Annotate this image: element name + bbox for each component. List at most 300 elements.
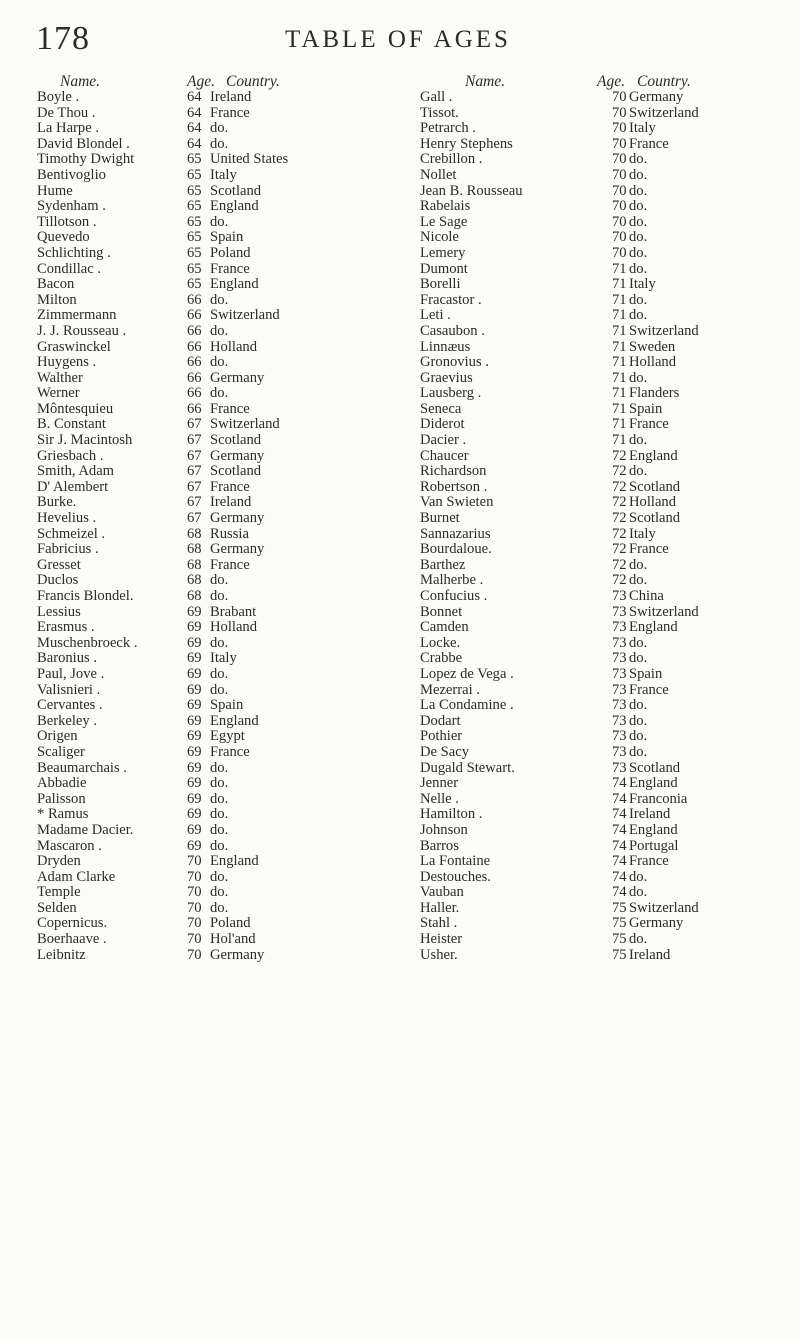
table-row [420, 293, 800, 309]
entry-age: 73 [612, 728, 627, 745]
entry-country: Poland [210, 244, 251, 261]
entry-country: do. [629, 213, 648, 230]
entry-country: France [629, 135, 669, 152]
entry-country: do. [629, 307, 648, 324]
entry-name: Huygens . [37, 354, 97, 371]
entry-country: do. [629, 884, 648, 901]
entry-country: do. [629, 712, 648, 729]
entry-country: Scotland [629, 759, 681, 776]
entry-age: 72 [612, 572, 627, 589]
table-row [37, 152, 367, 168]
table-row [420, 262, 800, 278]
entry-country: Italy [629, 120, 656, 137]
entry-age: 69 [187, 837, 202, 854]
entry-age: 70 [187, 931, 202, 948]
table-row [420, 355, 800, 371]
entry-country: China [629, 588, 664, 604]
entry-name: Boerhaave . [37, 931, 107, 948]
entry-country: do. [629, 182, 648, 199]
entry-country: do. [629, 229, 648, 246]
entry-name: De Thou . [37, 104, 96, 121]
entry-age: 70 [187, 884, 202, 901]
entry-country: England [210, 712, 259, 729]
entry-country: do. [629, 868, 648, 885]
table-row [420, 402, 800, 418]
entry-country: Holland [210, 338, 258, 355]
table-row [37, 573, 367, 589]
entry-country: France [629, 853, 669, 870]
entry-name: Berkeley . [37, 712, 97, 729]
entry-country: England [629, 447, 678, 464]
entry-name: D' Alembert [37, 478, 109, 495]
entry-country: do. [629, 369, 648, 386]
entry-name: Dodart [420, 712, 461, 729]
entry-age: 65 [187, 182, 202, 199]
table-row [37, 901, 367, 917]
entry-age: 69 [187, 728, 202, 745]
entry-name: Dumont [420, 260, 468, 277]
entry-age: 70 [612, 213, 627, 230]
entry-age: 64 [187, 89, 202, 105]
table-row [37, 371, 367, 387]
entry-name: Tissot. [420, 104, 459, 121]
entry-country: do. [210, 665, 229, 682]
left-header-name: Name. [60, 73, 101, 90]
entry-age: 64 [187, 135, 202, 152]
entry-name: David Blondel . [37, 135, 130, 152]
table-row [37, 184, 367, 200]
entry-name: Chaucer [420, 447, 469, 464]
entry-age: 74 [612, 806, 627, 823]
entry-name: Hume [37, 182, 73, 199]
entry-name: Usher. [420, 946, 458, 963]
entry-age: 67 [187, 494, 202, 511]
entry-name: Robertson . [420, 478, 488, 495]
entry-age: 69 [187, 821, 202, 838]
entry-name: La Fontaine [420, 853, 491, 870]
entry-age: 65 [187, 244, 202, 261]
entry-country: do. [210, 759, 229, 776]
entry-age: 74 [612, 775, 627, 792]
entry-name: Nelle . [420, 790, 459, 807]
table-row [420, 620, 800, 636]
entry-name: Borelli [420, 276, 461, 293]
entry-name: Mascaron . [37, 837, 102, 854]
entry-country: do. [629, 650, 648, 667]
entry-age: 72 [612, 494, 627, 511]
entry-name: Milton [37, 291, 77, 308]
table-row [37, 542, 367, 558]
table-row [37, 246, 367, 262]
entry-name: Smith, Adam [37, 463, 115, 480]
entry-name: Crebillon . [420, 151, 483, 168]
entry-name: Palisson [37, 790, 86, 807]
entry-name: Graevius [420, 369, 473, 386]
entry-name: Barros [420, 837, 459, 854]
table-row [420, 511, 800, 527]
entry-country: England [210, 198, 259, 215]
entry-country: Italy [210, 650, 237, 667]
entry-age: 69 [187, 712, 202, 729]
entry-country: Ireland [210, 494, 252, 511]
entry-age: 74 [612, 884, 627, 901]
entry-age: 66 [187, 338, 202, 355]
entry-age: 68 [187, 556, 202, 573]
entry-name: Burnet [420, 510, 460, 527]
entry-age: 66 [187, 400, 202, 417]
entry-country: do. [210, 135, 229, 152]
table-row [37, 698, 367, 714]
entry-name: Linnæus [420, 338, 471, 355]
entry-name: Schlichting . [37, 244, 111, 261]
table-row [420, 885, 800, 901]
entry-country: England [210, 276, 259, 293]
entry-name: Scaliger [37, 743, 85, 760]
entry-country: Egypt [210, 728, 245, 745]
entry-country: Flanders [629, 385, 680, 402]
table-row [37, 683, 367, 699]
entry-name: Beaumarchais . [37, 759, 127, 776]
entry-name: Sannazarius [420, 525, 491, 542]
table-row [420, 916, 800, 932]
entry-age: 73 [612, 665, 627, 682]
entry-age: 71 [612, 260, 627, 277]
entry-country: do. [210, 821, 229, 838]
table-row [37, 714, 367, 730]
entry-name: Casaubon . [420, 322, 485, 339]
table-row [420, 589, 800, 605]
entry-name: Môntesquieu [37, 400, 114, 417]
entry-age: 69 [187, 634, 202, 651]
entry-name: Nollet [420, 166, 457, 183]
entry-country: do. [629, 634, 648, 651]
entry-age: 72 [612, 447, 627, 464]
table-row [420, 667, 800, 683]
entry-name: Diderot [420, 416, 465, 433]
table-row [420, 901, 800, 917]
entry-name: Duclos [37, 572, 79, 589]
entry-age: 70 [612, 244, 627, 261]
table-row [420, 776, 800, 792]
entry-age: 75 [612, 931, 627, 948]
entry-name: Gresset [37, 556, 81, 573]
entry-name: Lopez de Vega . [420, 665, 514, 682]
table-row [420, 340, 800, 356]
entry-age: 72 [612, 525, 627, 542]
table-row [420, 683, 800, 699]
entry-age: 73 [612, 697, 627, 714]
entry-age: 75 [612, 946, 627, 963]
table-row [37, 932, 367, 948]
table-row [37, 324, 367, 340]
table-row [37, 121, 367, 137]
entry-age: 70 [187, 915, 202, 932]
entry-name: Valisnieri . [37, 681, 101, 698]
entry-country: Holland [629, 354, 677, 371]
entry-name: Malherbe . [420, 572, 484, 589]
entry-age: 65 [187, 260, 202, 277]
entry-age: 73 [612, 650, 627, 667]
entry-country: Germany [210, 447, 265, 464]
entry-country: Spain [629, 665, 663, 682]
entry-name: Gronovius . [420, 354, 489, 371]
entry-country: do. [210, 634, 229, 651]
entry-name: Haller. [420, 899, 460, 916]
entry-country: do. [629, 260, 648, 277]
entry-country: Switzerland [629, 603, 699, 620]
entry-age: 70 [187, 946, 202, 963]
entry-name: Bacon [37, 276, 75, 293]
entry-age: 70 [187, 899, 202, 916]
entry-country: Holland [210, 619, 258, 636]
entry-age: 70 [187, 853, 202, 870]
table-row [420, 870, 800, 886]
table-row [37, 215, 367, 231]
table-row [420, 90, 800, 106]
left-header-age: Age. [187, 73, 215, 90]
entry-name: Camden [420, 619, 469, 636]
entry-age: 68 [187, 541, 202, 558]
entry-age: 70 [612, 151, 627, 168]
entry-country: England [629, 619, 678, 636]
right-table-column [420, 90, 800, 963]
entry-age: 67 [187, 463, 202, 480]
entry-name: Burke. [37, 494, 77, 511]
entry-name: Leibnitz [37, 946, 86, 963]
entry-country: do. [629, 463, 648, 480]
entry-name: Crabbe [420, 650, 463, 667]
entry-country: Scotland [210, 182, 262, 199]
entry-age: 65 [187, 166, 202, 183]
entry-age: 65 [187, 198, 202, 215]
table-row [37, 199, 367, 215]
table-row [37, 137, 367, 153]
entry-country: France [210, 556, 250, 573]
table-row [37, 761, 367, 777]
entry-age: 69 [187, 697, 202, 714]
entry-name: Madame Dacier. [37, 821, 134, 838]
entry-country: do. [210, 588, 229, 604]
table-row [37, 620, 367, 636]
table-row [420, 246, 800, 262]
entry-country: Hol'and [210, 931, 256, 948]
entry-country: do. [210, 572, 229, 589]
table-row [37, 916, 367, 932]
entry-country: Germany [210, 369, 265, 386]
table-row [37, 90, 367, 106]
entry-name: Fracastor . [420, 291, 482, 308]
entry-age: 73 [612, 619, 627, 636]
table-row [37, 495, 367, 511]
entry-name: Dacier . [420, 432, 467, 449]
table-row [37, 511, 367, 527]
entry-age: 67 [187, 432, 202, 449]
entry-age: 75 [612, 899, 627, 916]
entry-country: Sweden [629, 338, 676, 355]
page-title: TABLE OF AGES [285, 26, 511, 53]
entry-country: Scotland [629, 478, 681, 495]
table-row [420, 823, 800, 839]
table-row [420, 792, 800, 808]
table-row [37, 948, 367, 964]
table-row [420, 761, 800, 777]
entry-name: Origen [37, 728, 78, 745]
table-row [420, 464, 800, 480]
entry-age: 71 [612, 354, 627, 371]
table-row [420, 371, 800, 387]
entry-country: do. [629, 244, 648, 261]
page-number: 178 [36, 20, 90, 57]
entry-name: Destouches. [420, 868, 491, 885]
entry-age: 68 [187, 525, 202, 542]
table-row [420, 932, 800, 948]
entry-country: France [210, 260, 250, 277]
entry-age: 70 [612, 198, 627, 215]
table-row [37, 262, 367, 278]
entry-age: 73 [612, 681, 627, 698]
entry-country: do. [210, 213, 229, 230]
table-row [420, 698, 800, 714]
entry-age: 73 [612, 712, 627, 729]
entry-country: Switzerland [210, 307, 280, 324]
entry-name: Stahl . [420, 915, 458, 932]
entry-age: 71 [612, 291, 627, 308]
entry-country: Germany [210, 946, 265, 963]
entry-age: 65 [187, 276, 202, 293]
table-row [420, 807, 800, 823]
entry-country: Italy [629, 525, 656, 542]
table-row [37, 558, 367, 574]
entry-age: 72 [612, 510, 627, 527]
table-row [37, 776, 367, 792]
table-row [37, 293, 367, 309]
entry-age: 67 [187, 447, 202, 464]
entry-age: 71 [612, 276, 627, 293]
entry-age: 73 [612, 588, 627, 604]
table-row [420, 449, 800, 465]
table-row [37, 277, 367, 293]
entry-age: 67 [187, 478, 202, 495]
entry-age: 69 [187, 650, 202, 667]
entry-name: Rabelais [420, 198, 471, 215]
entry-name: Condillac . [37, 260, 102, 277]
entry-country: do. [629, 291, 648, 308]
entry-country: do. [210, 775, 229, 792]
table-row [37, 636, 367, 652]
left-table-column [37, 90, 367, 963]
table-row [37, 667, 367, 683]
entry-country: Franconia [629, 790, 688, 807]
entry-age: 71 [612, 385, 627, 402]
entry-country: Switzerland [629, 104, 699, 121]
table-row [420, 386, 800, 402]
table-row [37, 839, 367, 855]
entry-name: Adam Clarke [37, 868, 116, 885]
entry-country: do. [629, 931, 648, 948]
entry-age: 70 [612, 229, 627, 246]
entry-age: 66 [187, 385, 202, 402]
entry-country: do. [629, 151, 648, 168]
entry-age: 71 [612, 432, 627, 449]
entry-age: 66 [187, 291, 202, 308]
entry-name: Sydenham . [37, 198, 106, 215]
entry-age: 66 [187, 307, 202, 324]
entry-age: 69 [187, 619, 202, 636]
entry-age: 71 [612, 307, 627, 324]
entry-name: Heister [420, 931, 463, 948]
entry-age: 74 [612, 821, 627, 838]
entry-name: Hevelius . [37, 510, 97, 527]
table-row [37, 589, 367, 605]
entry-country: Italy [210, 166, 237, 183]
table-row [37, 433, 367, 449]
entry-country: Spain [629, 400, 663, 417]
entry-age: 75 [612, 915, 627, 932]
entry-name: Barthez [420, 556, 466, 573]
entry-country: do. [210, 354, 229, 371]
entry-name: Erasmus . [37, 619, 95, 636]
entry-name: Henry Stephens [420, 135, 513, 152]
entry-country: do. [629, 743, 648, 760]
table-row [420, 651, 800, 667]
entry-age: 65 [187, 229, 202, 246]
entry-age: 66 [187, 322, 202, 339]
entry-country: France [210, 743, 250, 760]
table-row [420, 106, 800, 122]
entry-country: Brabant [210, 603, 257, 620]
table-row [420, 605, 800, 621]
entry-country: do. [210, 681, 229, 698]
entry-country: England [629, 821, 678, 838]
entry-age: 68 [187, 588, 202, 604]
table-row [420, 542, 800, 558]
entry-name: Lessius [37, 603, 81, 620]
table-row [37, 651, 367, 667]
entry-name: La Harpe . [37, 120, 99, 137]
table-row [420, 558, 800, 574]
entry-name: Graswinckel [37, 338, 111, 355]
entry-age: 73 [612, 634, 627, 651]
entry-age: 73 [612, 759, 627, 776]
entry-name: Petrarch . [420, 120, 476, 137]
entry-country: do. [629, 432, 648, 449]
entry-name: Jean B. Rousseau [420, 182, 523, 199]
entry-age: 70 [612, 182, 627, 199]
right-header-age: Age. [597, 73, 625, 90]
entry-age: 69 [187, 759, 202, 776]
entry-country: Spain [210, 229, 244, 246]
entry-name: Timothy Dwight [37, 151, 135, 168]
table-row [37, 527, 367, 543]
entry-country: do. [629, 697, 648, 714]
entry-age: 71 [612, 416, 627, 433]
entry-country: Switzerland [629, 322, 699, 339]
entry-country: do. [629, 198, 648, 215]
entry-age: 72 [612, 541, 627, 558]
entry-country: France [210, 400, 250, 417]
entry-age: 71 [612, 338, 627, 355]
entry-age: 65 [187, 151, 202, 168]
entry-name: Locke. [420, 634, 461, 651]
entry-name: Richardson [420, 463, 487, 480]
table-row [420, 839, 800, 855]
entry-country: France [629, 541, 669, 558]
entry-age: 66 [187, 354, 202, 371]
entry-age: 70 [612, 104, 627, 121]
entry-country: Holland [629, 494, 677, 511]
entry-age: 69 [187, 790, 202, 807]
entry-age: 74 [612, 853, 627, 870]
